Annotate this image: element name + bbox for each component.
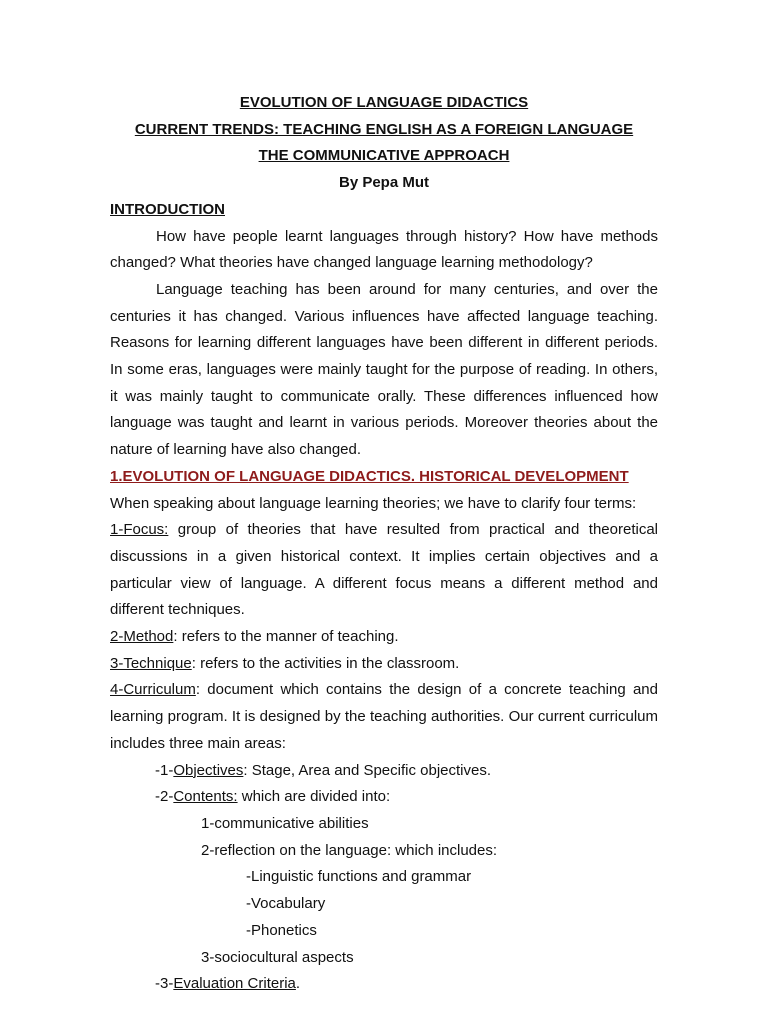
area-objectives-prefix: -1-	[155, 761, 174, 779]
area-evaluation	[110, 971, 658, 998]
document-approach-title: THE COMMUNICATIVE APPROACH	[258, 147, 510, 165]
term-technique-label: 3-Technique	[110, 654, 192, 672]
content-item-communicative: 1-communicative abilities	[201, 814, 369, 832]
area-evaluation-prefix: -3-	[155, 975, 174, 993]
document-title: EVOLUTION OF LANGUAGE DIDACTICS	[239, 94, 529, 111]
term-technique-text: : refers to the activities in the classroom.	[191, 654, 460, 672]
sub-item-linguistic: -Linguistic functions and grammar	[246, 868, 472, 886]
term-focus-text: group of theories that have resulted from practical and theoretical discussions in a given historical context. It implies certain objectives and a particular view of language. A different focus means a different method and different techniques.	[110, 521, 658, 619]
area-objectives-label: Objectives	[173, 761, 244, 779]
term-method	[110, 624, 658, 651]
content-item-reflection: 2-reflection on the language: which includes:	[201, 841, 498, 859]
intro-paragraph-2: Language teaching has been around for many centuries, and over the centuries it has changed. Various influences have affected language teaching. Reasons for learning different languages have been different in different periods. In some eras, languages were mainly taught for the purpose of reading. In others, it was mainly taught to communicate orally. These differences influenced how language was taught and learnt in various periods. Moreover theories about the nature of learning have also changed.	[110, 280, 658, 459]
term-method-text: : refers to the manner of teaching.	[173, 628, 399, 646]
section-1-lead: When speaking about language learning theories; we have to clarify four terms:	[110, 494, 637, 512]
term-method-label: 2-Method	[110, 628, 174, 646]
area-contents-label: Contents:	[173, 788, 238, 806]
term-curriculum-text: : document which contains the design of a concrete teaching and learning program. It is designed by the teaching authorities. Our current curriculum includes three main areas:	[110, 681, 658, 752]
area-objectives	[110, 758, 658, 785]
section-1-heading: 1.EVOLUTION OF LANGUAGE DIDACTICS. HISTORICAL DEVELOPMENT	[110, 467, 629, 485]
area-evaluation-text: .	[295, 975, 301, 993]
area-objectives-text: : Stage, Area and Specific objectives.	[243, 761, 492, 779]
document-subtitle: CURRENT TRENDS: TEACHING ENGLISH AS A FOREIGN LANGUAGE	[134, 120, 634, 138]
term-curriculum-label: 4-Curriculum	[110, 681, 196, 699]
document-author: By Pepa Mut	[338, 174, 429, 192]
area-contents-prefix: -2-	[155, 788, 174, 806]
term-focus-label: 1-Focus:	[110, 521, 169, 539]
term-technique	[110, 651, 658, 678]
term-curriculum	[110, 677, 658, 757]
document-page	[110, 90, 658, 998]
intro-heading: INTRODUCTION	[110, 200, 225, 218]
sub-item-phonetics: -Phonetics	[246, 921, 317, 939]
term-focus	[110, 517, 658, 624]
area-evaluation-label: Evaluation Criteria	[173, 975, 296, 993]
area-contents	[110, 784, 658, 811]
content-item-sociocultural: 3-sociocultural aspects	[201, 948, 354, 966]
area-contents-text: which are divided into:	[237, 788, 391, 806]
intro-paragraph-1: How have people learnt languages through history? How have methods changed? What theories have changed language learning methodology?	[110, 227, 658, 272]
sub-item-vocabulary: -Vocabulary	[246, 895, 326, 913]
